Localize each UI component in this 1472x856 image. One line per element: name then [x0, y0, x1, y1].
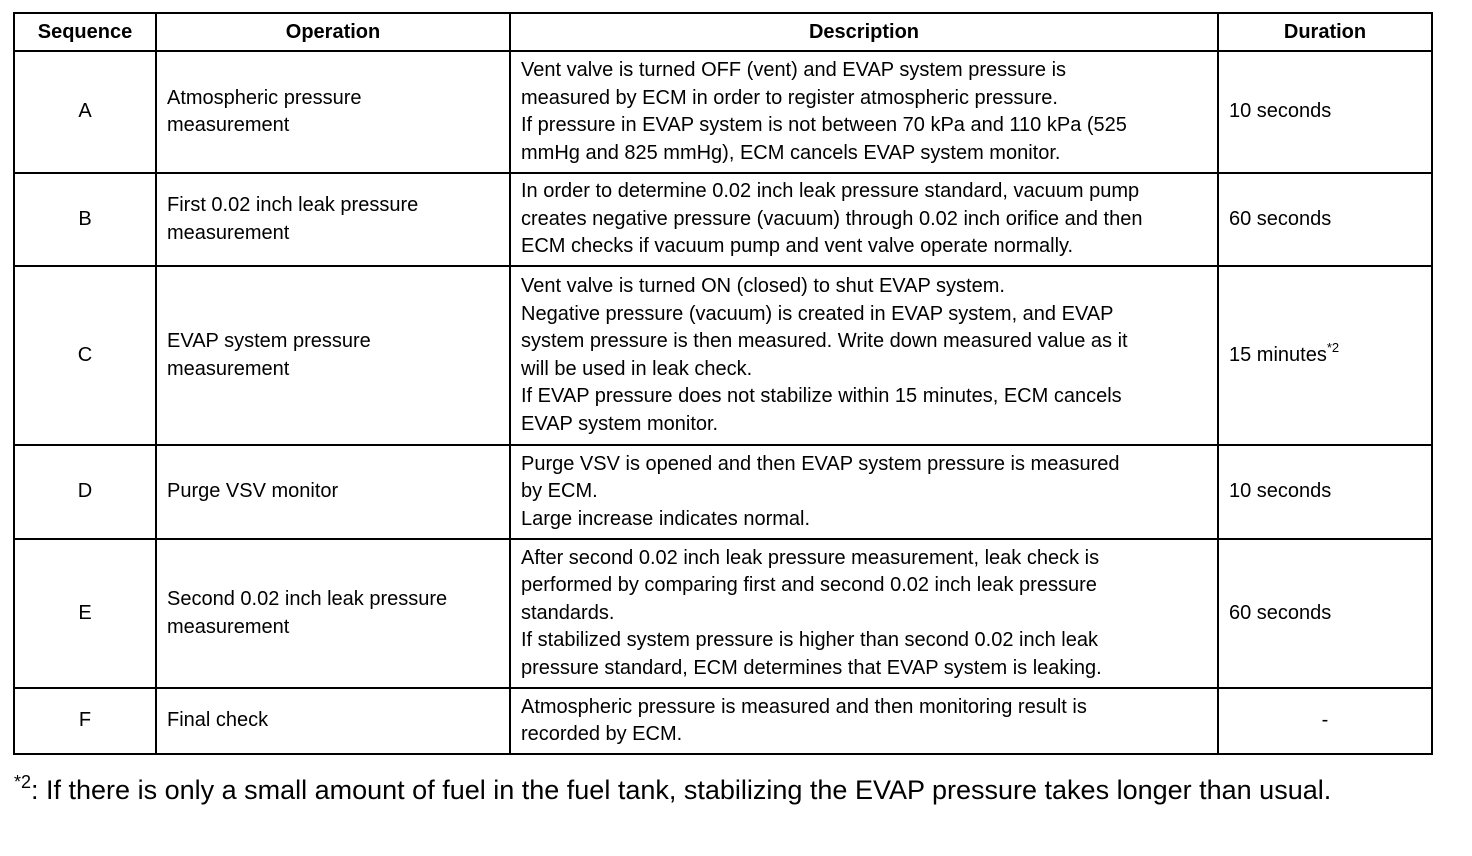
cell-sequence: A [14, 51, 156, 173]
description-line: If EVAP pressure does not stabilize within 15 minutes, ECM cancels [521, 385, 1122, 407]
description-line: Negative pressure (vacuum) is created in EVAP system, and EVAP [521, 302, 1114, 325]
evap-monitor-table [13, 12, 1433, 755]
header-operation: Operation [156, 13, 510, 51]
table-row [14, 445, 1432, 539]
cell-duration [1218, 539, 1432, 688]
duration-value: 15 minutes [1229, 343, 1327, 366]
cell-description [510, 688, 1218, 754]
description-line: After second 0.02 inch leak pressure measurement, leak check is [521, 546, 1100, 569]
footnote-marker: *2 [14, 772, 32, 792]
cell-operation [156, 51, 510, 173]
description-line: system pressure is then measured. Write down measured value as it [521, 330, 1128, 352]
description-line: Purge VSV is opened and then EVAP system pressure is measured [521, 452, 1120, 475]
operation-line: Purge VSV monitor [167, 480, 339, 503]
header-duration: Duration [1218, 13, 1432, 51]
duration-footnote-marker: *2 [1326, 340, 1340, 356]
header-description: Description [510, 13, 1218, 51]
cell-description [510, 445, 1218, 539]
description-line: creates negative pressure (vacuum) through 0.02 inch orifice and then [521, 207, 1143, 230]
description-line: pressure standard, ECM determines that EVAP system is leaking. [521, 656, 1102, 679]
description-line: Atmospheric pressure is measured and then monitoring result is [521, 695, 1087, 718]
description-line: Large increase indicates normal. [521, 507, 811, 530]
table-row [14, 539, 1432, 688]
cell-sequence: E [14, 539, 156, 688]
table-row [14, 688, 1432, 754]
cell-description [510, 539, 1218, 688]
duration-value: 60 seconds [1229, 207, 1332, 230]
description-line: Vent valve is turned ON (closed) to shut EVAP system. [521, 275, 1005, 297]
cell-duration [1218, 688, 1432, 754]
table-header-row [14, 13, 1432, 51]
description-line: If pressure in EVAP system is not between 70 kPa and 110 kPa (525 [521, 114, 1127, 136]
cell-sequence: C [14, 266, 156, 445]
operation-line: Second 0.02 inch leak pressure [167, 588, 448, 610]
description-line: If stabilized system pressure is higher than second 0.02 inch leak [521, 629, 1098, 652]
cell-description [510, 266, 1218, 445]
description-line: mmHg and 825 mmHg), ECM cancels EVAP system monitor. [521, 141, 1061, 164]
duration-value: 10 seconds [1229, 100, 1332, 123]
cell-duration [1218, 173, 1432, 266]
cell-operation [156, 266, 510, 445]
description-line: ECM checks if vacuum pump and vent valve operate normally. [521, 235, 1074, 258]
operation-line: Atmospheric pressure [167, 86, 362, 109]
cell-operation [156, 688, 510, 754]
operation-line: measurement [167, 221, 290, 244]
description-line: will be used in leak check. [521, 357, 753, 380]
table-row [14, 266, 1432, 445]
cell-operation [156, 173, 510, 266]
operation-line: measurement [167, 357, 290, 380]
cell-operation [156, 445, 510, 539]
operation-line: Final check [167, 709, 269, 732]
duration-value: 60 seconds [1229, 601, 1332, 624]
cell-sequence: F [14, 688, 156, 754]
description-line: Vent valve is turned OFF (vent) and EVAP system pressure is [521, 59, 1067, 81]
header-sequence: Sequence [14, 13, 156, 51]
table-body [14, 51, 1432, 754]
cell-duration [1218, 445, 1432, 539]
description-line: by ECM. [521, 480, 598, 503]
operation-line: First 0.02 inch leak pressure [167, 194, 419, 216]
cell-description [510, 173, 1218, 266]
description-line: performed by comparing first and second 0.02 inch leak pressure [521, 574, 1097, 597]
description-line: measured by ECM in order to register atmospheric pressure. [521, 86, 1058, 109]
cell-duration [1218, 266, 1432, 445]
duration-value: 10 seconds [1229, 480, 1332, 503]
cell-description [510, 51, 1218, 173]
table-row [14, 173, 1432, 266]
description-line: In order to determine 0.02 inch leak pressure standard, vacuum pump [521, 180, 1140, 203]
cell-sequence: D [14, 445, 156, 539]
footnote-text: : If there is only a small amount of fuel in the fuel tank, stabilizing the EVAP pressure takes longer than usual. [31, 775, 1332, 805]
cell-operation [156, 539, 510, 688]
operation-line: measurement [167, 114, 290, 136]
table-row [14, 51, 1432, 173]
description-line: EVAP system monitor. [521, 412, 719, 435]
footnote [14, 772, 1454, 808]
cell-duration [1218, 51, 1432, 173]
operation-line: EVAP system pressure [167, 330, 371, 352]
description-line: standards. [521, 601, 615, 624]
operation-line: measurement [167, 615, 290, 638]
description-line: recorded by ECM. [521, 723, 683, 745]
cell-sequence: B [14, 173, 156, 266]
duration-value: - [1321, 709, 1329, 732]
